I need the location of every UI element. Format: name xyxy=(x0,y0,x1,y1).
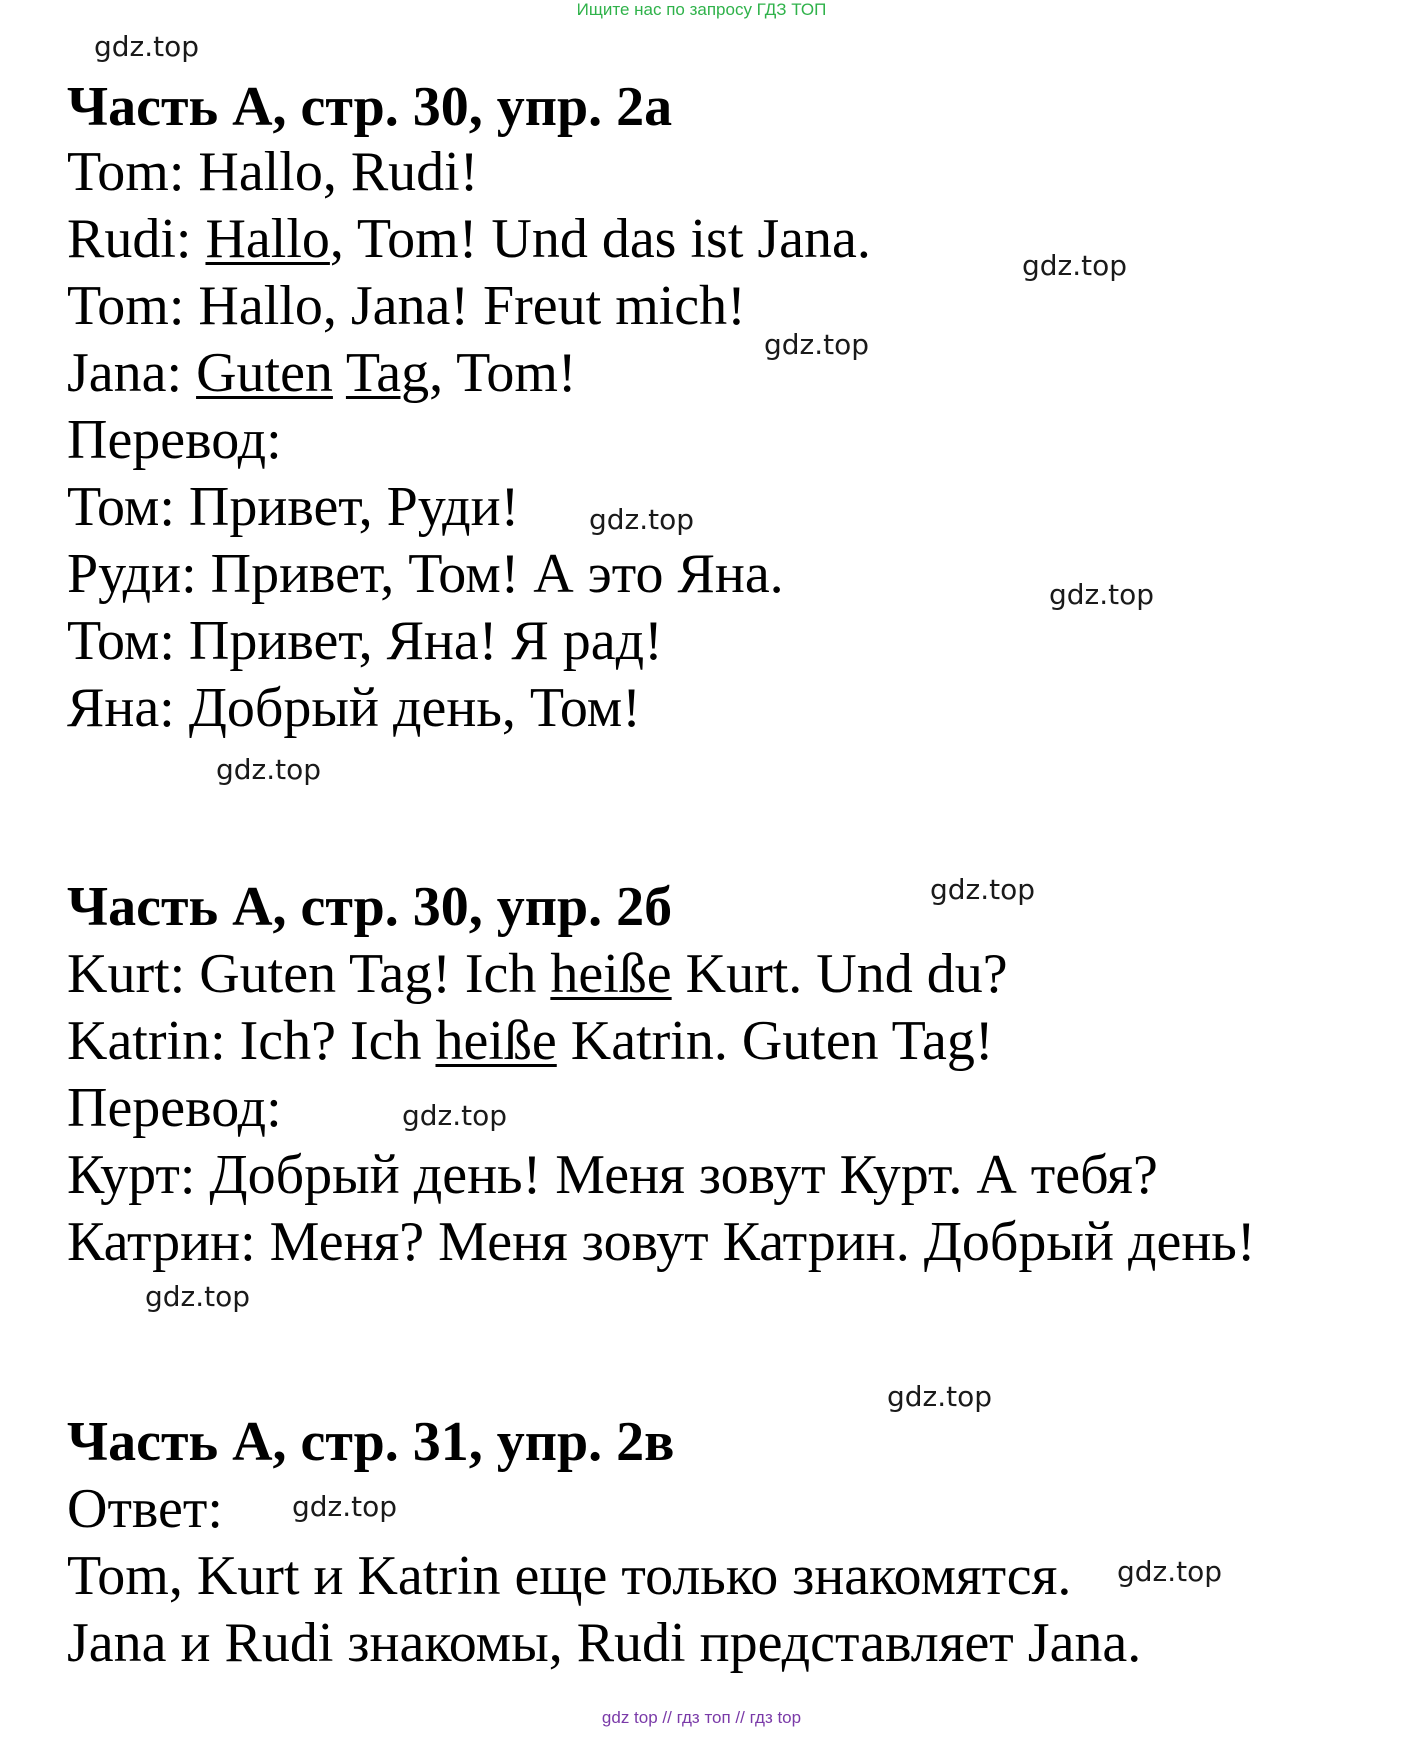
section-c-answer-2: Jana и Rudi знакомы, Rudi представляет Jana. xyxy=(67,1612,1142,1674)
section-b-translation-1: Курт: Добрый день! Меня зовут Курт. А тебя? xyxy=(67,1144,1158,1206)
watermark: gdz.top xyxy=(292,1490,398,1523)
watermark: gdz.top xyxy=(1049,578,1155,611)
section-a-translation-label: Перевод: xyxy=(67,409,282,471)
section-a-line-3: Tom: Hallo, Jana! Freut mich! xyxy=(67,275,746,337)
line-start: Katrin: Ich? Ich xyxy=(67,1010,436,1072)
line-rest: Kurt. Und du? xyxy=(671,943,1008,1005)
space xyxy=(333,342,346,404)
underlined-word: Guten xyxy=(196,342,333,404)
section-a-heading: Часть А, стр. 30, упр. 2а xyxy=(67,76,673,138)
section-b-line-2 xyxy=(67,1009,993,1073)
underlined-word: Hallo xyxy=(205,208,330,270)
watermark: gdz.top xyxy=(1117,1555,1223,1588)
watermark: gdz.top xyxy=(930,873,1036,906)
underlined-word: Tag xyxy=(345,342,430,404)
footer-links[interactable]: gdz top // гдз топ // гдз top xyxy=(601,1708,802,1727)
top-banner[interactable]: Ищите нас по запросу ГДЗ ТОП xyxy=(576,0,827,19)
section-b-line-1 xyxy=(67,942,1008,1006)
watermark: gdz.top xyxy=(402,1099,508,1132)
watermark: gdz.top xyxy=(764,328,870,361)
watermark: gdz.top xyxy=(1022,249,1128,282)
speaker: Rudi: xyxy=(67,208,206,270)
line-rest: Katrin. Guten Tag! xyxy=(556,1010,994,1072)
underlined-word: heiße xyxy=(550,943,672,1005)
section-b-heading: Часть А, стр. 30, упр. 2б xyxy=(67,876,673,938)
watermark: gdz.top xyxy=(887,1380,993,1413)
speaker: Jana: xyxy=(67,342,197,404)
section-a-translation-2: Руди: Привет, Том! А это Яна. xyxy=(67,543,784,605)
line-rest: , Tom! Und das ist Jana. xyxy=(329,208,871,270)
line-rest: , Tom! xyxy=(429,342,577,404)
section-a-line-2 xyxy=(67,207,871,271)
section-a-line-4 xyxy=(67,341,577,405)
section-c-answer-1: Tom, Kurt и Katrin еще только знакомятся. xyxy=(67,1545,1072,1607)
section-c-heading: Часть А, стр. 31, упр. 2в xyxy=(67,1411,675,1473)
watermark: gdz.top xyxy=(145,1280,251,1313)
section-c-answer-label: Ответ: xyxy=(67,1478,223,1540)
section-b-translation-2: Катрин: Меня? Меня зовут Катрин. Добрый день! xyxy=(67,1211,1256,1273)
section-b-translation-label: Перевод: xyxy=(67,1077,282,1139)
section-a-translation-3: Том: Привет, Яна! Я рад! xyxy=(67,610,663,672)
watermark: gdz.top xyxy=(94,30,200,63)
section-a-translation-1: Том: Привет, Руди! xyxy=(67,476,520,538)
watermark: gdz.top xyxy=(589,503,695,536)
section-a-line-1: Tom: Hallo, Rudi! xyxy=(67,141,479,203)
section-a-translation-4: Яна: Добрый день, Том! xyxy=(67,677,641,739)
line-start: Kurt: Guten Tag! Ich xyxy=(67,943,551,1005)
watermark: gdz.top xyxy=(216,753,322,786)
underlined-word: heiße xyxy=(435,1010,557,1072)
